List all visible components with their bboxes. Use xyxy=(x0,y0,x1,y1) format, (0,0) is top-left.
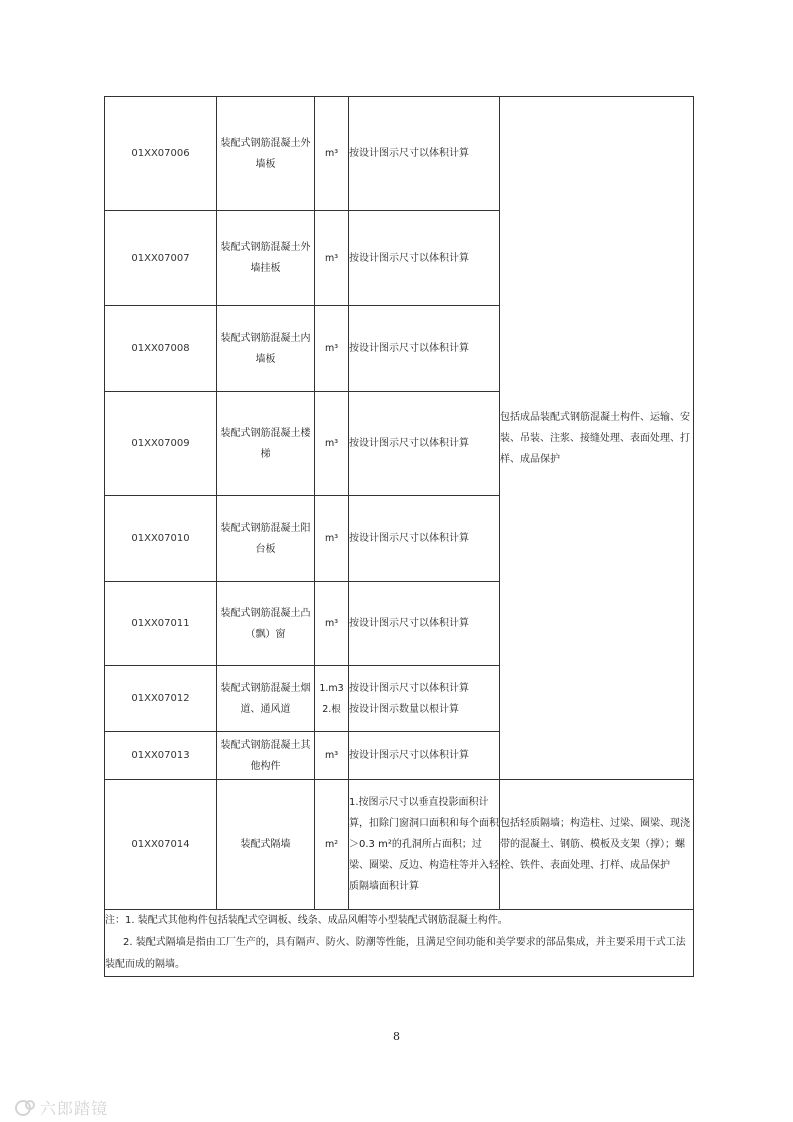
item-unit: m³ xyxy=(315,392,349,496)
table-row xyxy=(105,780,694,910)
quantity-rule: 按设计图示尺寸以体积计算 xyxy=(349,306,500,392)
item-unit: m² xyxy=(315,780,349,910)
item-code: 01XX07012 xyxy=(105,666,217,732)
item-code: 01XX07013 xyxy=(105,732,217,780)
watermark-text: 六郎踏镜 xyxy=(40,1099,109,1118)
watermark-logo-icon xyxy=(14,1099,36,1117)
item-name: 装配式钢筋混凝土凸（飘）窗 xyxy=(217,582,315,666)
item-name: 装配式钢筋混凝土其他构件 xyxy=(217,732,315,780)
quantity-rule: 按设计图示尺寸以体积计算 xyxy=(349,582,500,666)
item-code: 01XX07008 xyxy=(105,306,217,392)
quantity-rule: 按设计图示尺寸以体积计算 xyxy=(349,211,500,306)
item-name: 装配式钢筋混凝土外墙挂板 xyxy=(217,211,315,306)
quantity-rule: 按设计图示尺寸以体积计算 xyxy=(349,496,500,582)
table-notes xyxy=(105,910,694,977)
note-2: 2. 装配式隔墙是指由工厂生产的，具有隔声、防火、防潮等性能，且满足空间功能和美学要求的部品集成，并主要采用干式工法装配而成的隔墙。 xyxy=(105,937,686,970)
item-code: 01XX07009 xyxy=(105,392,217,496)
quantity-rule: 按设计图示尺寸以体积计算 xyxy=(349,732,500,780)
item-name: 装配式钢筋混凝土阳台板 xyxy=(217,496,315,582)
item-name: 装配式钢筋混凝土内墙板 xyxy=(217,306,315,392)
work-content: 包括成品装配式钢筋混凝土构件、运输、安装、吊装、注浆、接缝处理、表面处理、打样、成品保护 xyxy=(500,97,694,780)
work-content: 包括轻质隔墙；构造柱、过梁、圈梁、现浇带的混凝土、钢筋、模板及支架（撑）；螺栓、铁件、表面处理、打样、成品保护 xyxy=(500,780,694,910)
quantity-rule: 按设计图示尺寸以体积计算 按设计图示数量以根计算 xyxy=(349,666,500,732)
watermark xyxy=(14,1096,108,1119)
item-code: 01XX07007 xyxy=(105,211,217,306)
notes-row xyxy=(105,910,694,977)
quantity-rule: 按设计图示尺寸以体积计算 xyxy=(349,97,500,211)
item-name: 装配式隔墙 xyxy=(217,780,315,910)
quantity-rule: 按设计图示尺寸以体积计算 xyxy=(349,392,500,496)
item-name: 装配式钢筋混凝土烟道、通风道 xyxy=(217,666,315,732)
item-unit: 1.m3 2.根 xyxy=(315,666,349,732)
item-code: 01XX07014 xyxy=(105,780,217,910)
item-name: 装配式钢筋混凝土外墙板 xyxy=(217,97,315,211)
item-unit: m³ xyxy=(315,97,349,211)
item-unit: m³ xyxy=(315,496,349,582)
item-unit: m³ xyxy=(315,306,349,392)
table-row xyxy=(105,97,694,211)
item-code: 01XX07010 xyxy=(105,496,217,582)
item-unit: m³ xyxy=(315,582,349,666)
spec-table xyxy=(104,96,694,977)
item-unit: m³ xyxy=(315,211,349,306)
page-number: 8 xyxy=(393,1030,400,1043)
quantity-rule: 1.按图示尺寸以垂直投影面积计算，扣除门窗洞口面积和每个面积＞0.3 m²的孔洞所占面积；过梁、圈梁、反边、构造柱等并入轻质隔墙面积计算 xyxy=(349,780,500,910)
item-code: 01XX07011 xyxy=(105,582,217,666)
item-code: 01XX07006 xyxy=(105,97,217,211)
note-1: 注：1. 装配式其他构件包括装配式空调板、线条、成品风帽等小型装配式钢筋混凝土构件。 xyxy=(105,915,508,926)
item-unit: m³ xyxy=(315,732,349,780)
item-name: 装配式钢筋混凝土楼梯 xyxy=(217,392,315,496)
